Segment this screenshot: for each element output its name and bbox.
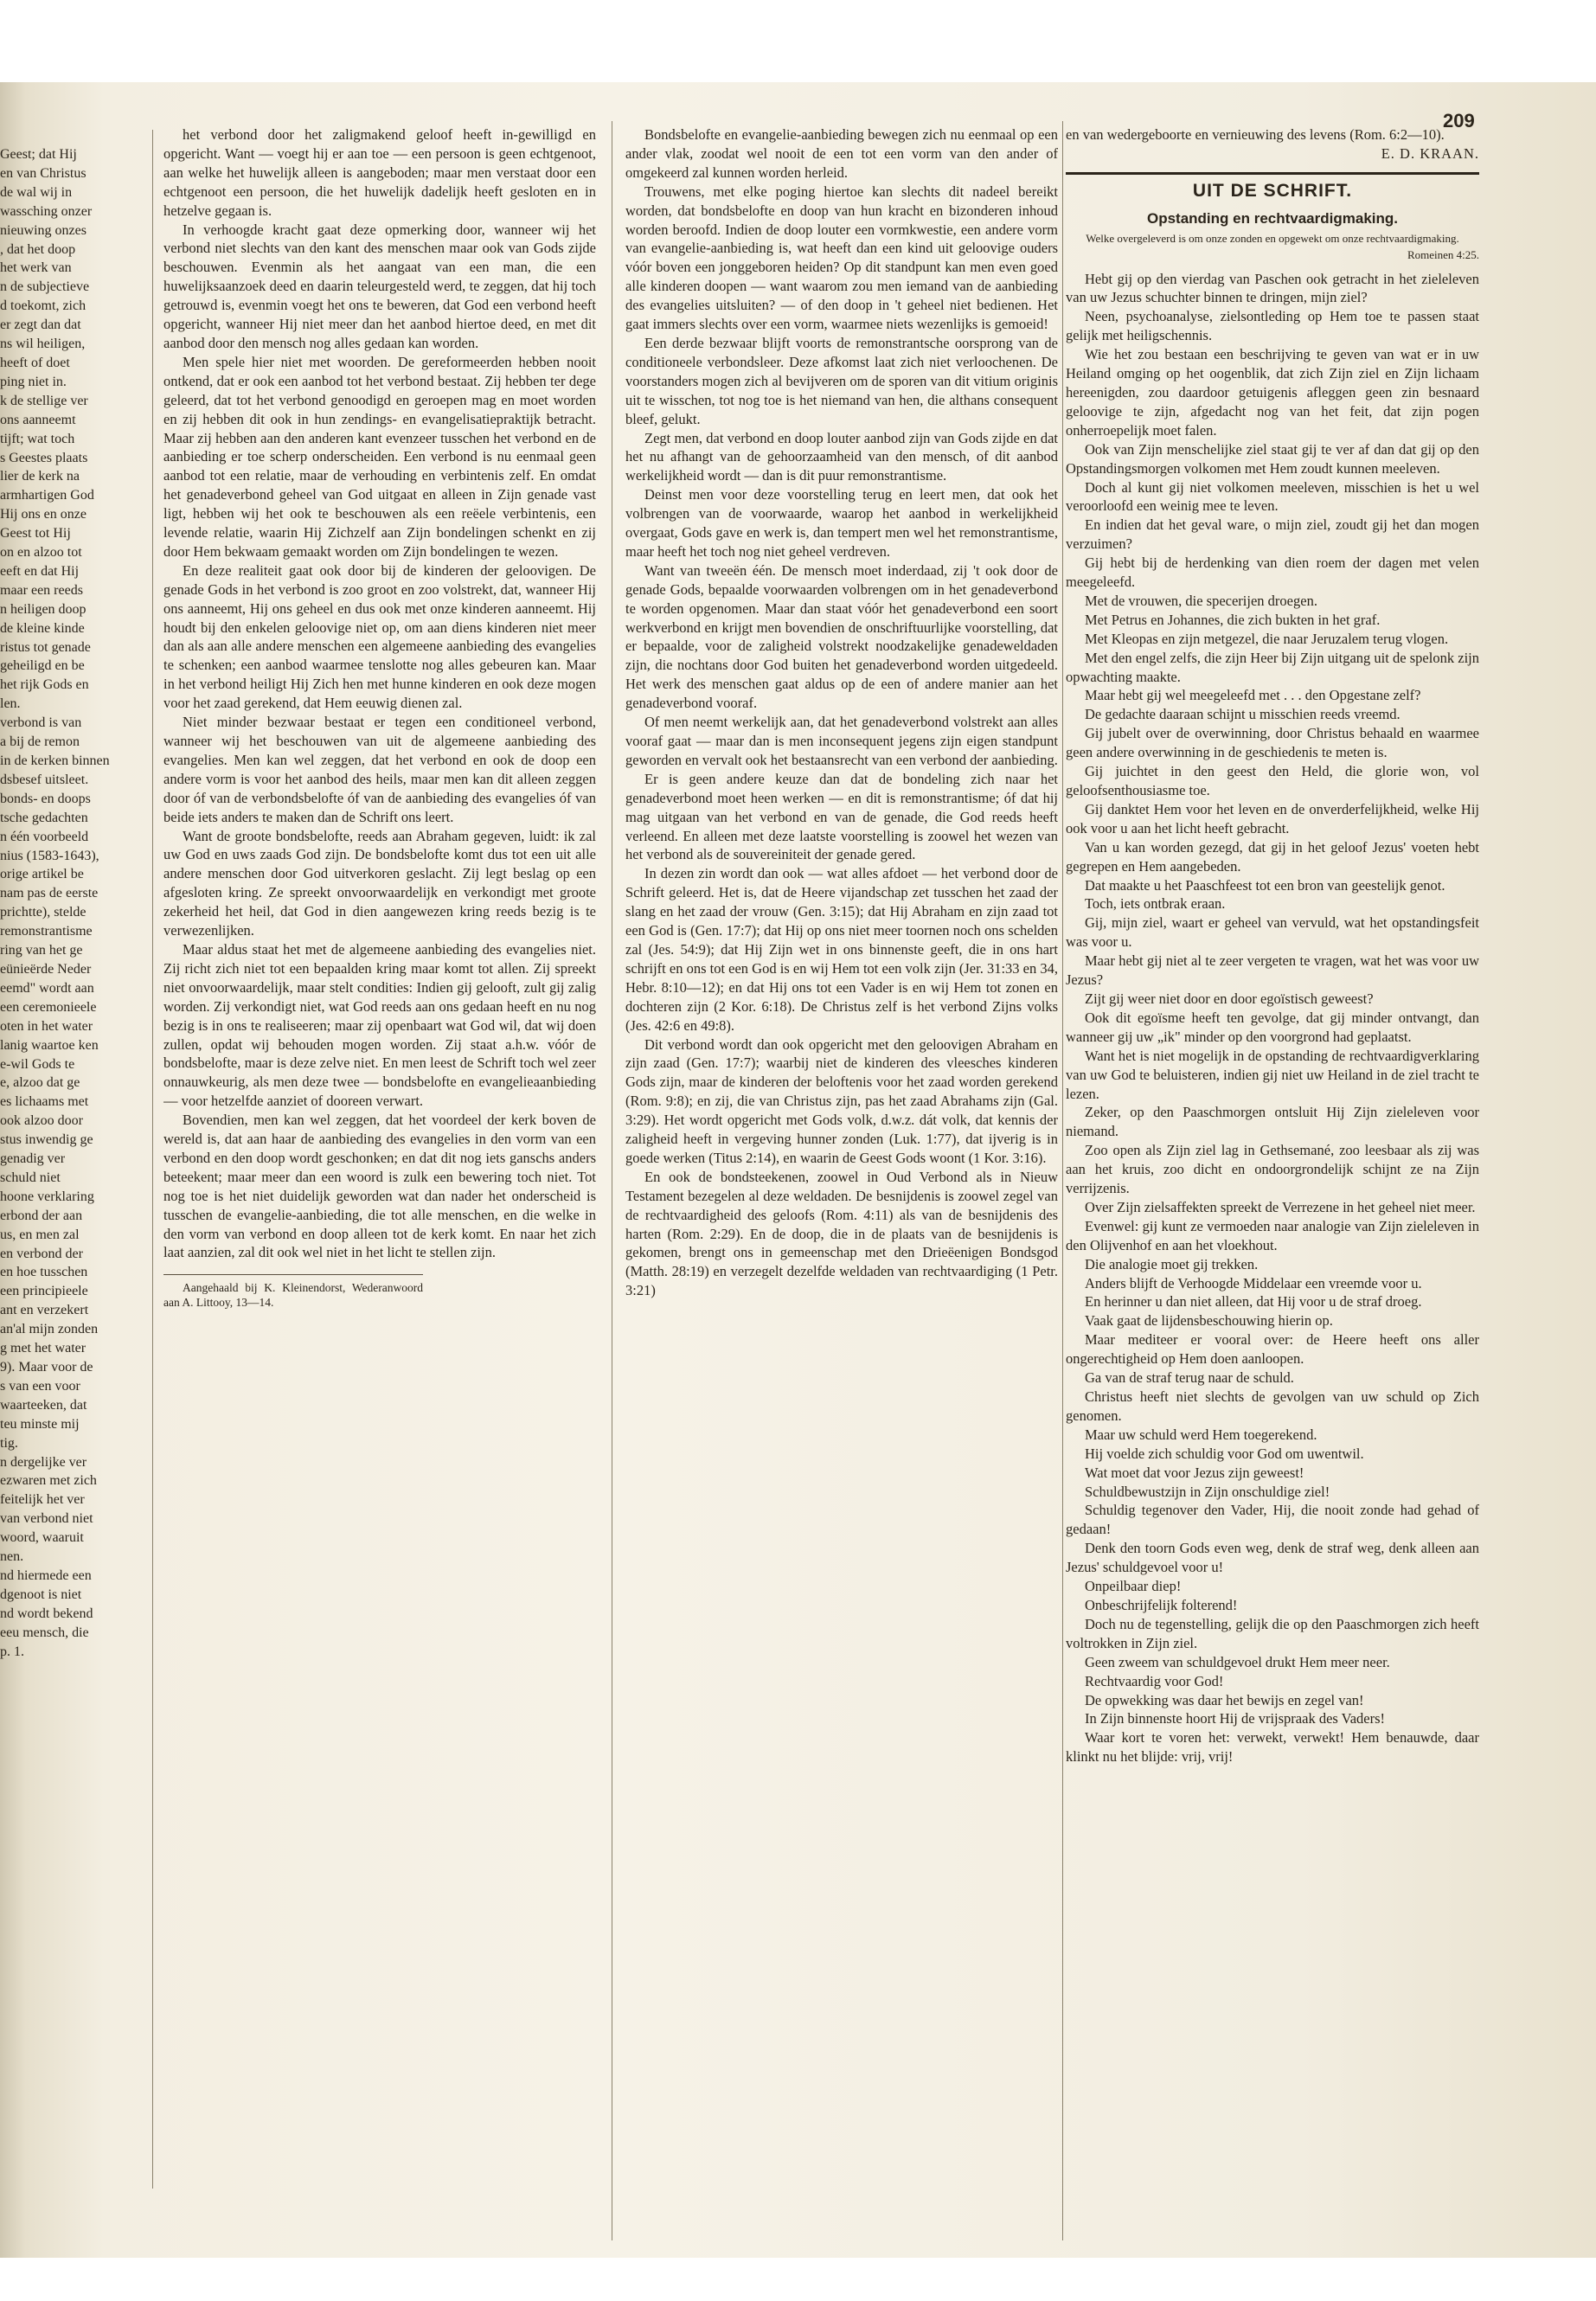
paragraph: Want van tweeën één. De mensch moet inderdaad, zij 't ook door de genade Gods, bepaalde voorwaarden volbrengen om in het genadeverbond te worden opgenomen. Maar dan staat vóór het genadeverbond een soort werkverbond en krijgt men bovendien de onschriftuurlijke voorstelling, dat er bepaalde, voor de zaligheid volstrekt noodzakelijke genadeweldaden zijn, die nochtans door God buiten het genadeverbond worden uitgedeeld. Het werk des menschen gaat aldus op de een of andere manier aan het genadeverbond vooraf. [625,561,1058,712]
paragraph: Wie het zou bestaan een beschrijving te geven van wat er in uw Heiland omging op het oogenblik, dat zich Zijn ziel en Zijn lichaam hereenigden, zou daardoor getuigenis afleggen geen zin besnaard geloovige te zijn, afgedacht nog van het feit, dat zijn pogen onherroepelijk moet falen. [1066,346,1479,439]
paragraph: Gij juichtet in den geest den Held, die glorie won, vol geloofsenthousiasme toe. [1066,763,1479,798]
fragment-line: armhartigen God [0,488,94,503]
fragment-line: de kleine kinde [0,620,85,636]
paragraph: Waar kort te voren het: verwekt, verwekt! Hem benauwde, daar klinkt nu het blijde: vrij, vrij! [1066,1729,1479,1766]
fragment-line: s van een voor [0,1378,80,1394]
fragment-line: geheiligd en be [0,658,85,674]
fragment-line: er zegt dan dat [0,317,81,333]
paragraph: Met de vrouwen, die specerijen droegen. [1085,592,1317,609]
paragraph: Maar hebt gij niet al te zeer vergeten te vragen, wat het was voor uw Jezus? [1066,952,1479,989]
fragment-line: verbond is van [0,715,82,731]
paragraph: Bovendien, men kan wel zeggen, dat het voordeel der kerk boven de wereld is, dat aan haar de aanbieding des evangelies in den vorm van een verbond en den doop wordt geschonken; en dat dit nog iets ganschs anders beteekent; maar meer dan een woord is zulk een bewering toch niet. Tot nog toe is het niet duidelijk geworden wat dan nader het onderscheid is tusschen de evangelie-aanbieding, die tot alle menschen, en die welke in den vorm van verbond en doop alleen tot de kerk komt. En naar het zich laat aanzien, zal dit ook wel niet in het licht te stellen zijn. [163,1112,596,1261]
fragment-line: ping niet in. [0,374,67,389]
paragraph: en van wedergeboorte en vernieuwing des levens (Rom. 6:2—10). [1066,126,1445,143]
paragraph: Hij voelde zich schuldig voor God om uwentwil. [1085,1445,1364,1462]
paragraph: Christus heeft niet slechts de gevolgen van uw schuld op Zich genomen. [1066,1388,1479,1424]
paragraph: Met den engel zelfs, die zijn Heer bij Zijn uitgang uit de spelonk zijn opwachting maakte. [1066,649,1479,685]
paragraph: En deze realiteit gaat ook door bij de kinderen der geloovigen. De genade Gods in het verbond is zoo groot en zoo volstrekt, dat, wanneer Hij ons aanneemt, Hij ons geheel en dus ook met onze kinderen aanneemt. Hij houdt bij den enkelen geloovige niet op, om aan diens kinderen niet meer dan als aan alle andere menschen een algemeene aanbieding des evangelies te schenken; een aanbod waarmee tenslotte nog alles gebeuren kan. Maar in het verbond heiligt Hij Zich hen met hunne kinderen en ook deze mogen voor het zaad gerekend, dat Hem eeuwig dienen zal. [163,561,596,712]
paragraph: Ook dit egoïsme heeft ten gevolge, dat gij minder ontvangt, dan wanneer gij uw „ik" minder op den voorgrond had geplaatst. [1066,1009,1479,1045]
fragment-line: ristus tot genade [0,639,91,655]
paragraph: Onbeschrijfelijk folterend! [1085,1596,1238,1613]
paragraph: Er is geen andere keuze dan dat de bondeling zich naar het genadeverbond moet heen werken — en dit is remonstrantisme; óf dat hij mag uitgaan van het verbond en van de genade, die God reeds heeft verleend. En alleen met deze laatste voorstelling is zoowel het wezen van het verbond als de souvereiniteit der genade gered. [625,770,1058,863]
fragment-line: an'al mijn zonden [0,1322,99,1337]
paragraph: Zeker, op den Paaschmorgen ontsluit Hij Zijn zieleleven voor niemand. [1066,1104,1479,1140]
column-divider [152,130,153,2189]
fragment-line: k de stellige ver [0,393,88,408]
fragment-line: tijft; wat toch [0,431,75,446]
paragraph: Gij, mijn ziel, waart er geheel van vervuld, wat het opstandingsfeit was voor u. [1066,914,1479,951]
fragment-line: nieuwing onzes [0,222,87,238]
fragment-line: Geest tot Hij [0,526,71,542]
paragraph: Evenwel: gij kunt ze vermoeden naar analogie van Zijn zieleleven in den Olijvenhof en aan het vloekhout. [1066,1217,1479,1253]
paragraph: Want het is niet mogelijk in de opstanding de rechtvaardigverklaring van uw God te beluisteren, indien gij niet uw Heiland in de ziel tracht te lezen. [1066,1047,1479,1102]
fragment-line: maar een reeds [0,582,83,598]
fragment-line: e, alzoo dat ge [0,1075,80,1091]
fragment-line: bonds- en doops [0,791,91,806]
fragment-line: tsche gedachten [0,810,88,825]
paragraph: Zoo open als Zijn ziel lag in Gethsemané, zoo leesbaar als zij was aan het kruis, zoo dicht en ondoorgrondelijk schijnt ze na Zijn verrijzenis. [1066,1142,1479,1197]
article-title: Opstanding en rechtvaardigmaking. [1146,209,1398,227]
paragraph: Schuldig tegenover den Vader, Hij, die nooit zonde had gehad of gedaan! [1066,1502,1479,1538]
paragraph: Doch al kunt gij niet volkomen meeleven, misschien is het u wel veroorloofd een weinig mee te leven. [1066,478,1479,515]
fragment-line: n de subjectieve [0,279,90,295]
paragraph: In verhoogde kracht gaat deze opmerking door, wanneer wij het verbond niet slechts van den kant des menschen maar ook van Gods zijde beschouwen. Evenmin als het aangaat van een man, die een huwelijksaanzoek deed en daarin teleurgesteld werd, te zeggen, dat hij toch getrouwd is, evenmin voegt het ons te beweren, dat God een verbond heeft opgericht, wanneer Hij niet meer dan het aanbod hiertoe deed, en met dit aanbod door den mensch nog alles gedaan kan worden. [163,221,596,351]
fragment-line: nam pas de eerste [0,886,99,901]
paragraph: Hebt gij op den vierdag van Paschen ook getracht in het zieleleven van uw Jezus schuchter binnen te dringen, mijn ziel? [1066,270,1479,306]
paragraph: Neen, psychoanalyse, zielsontleding op Hem toe te passen staat gelijk met heiligschennis. [1066,308,1479,344]
fragment-line: eünieërde Neder [0,961,92,977]
footnote [163,1274,423,1310]
fragment-line: ant en verzekert [0,1303,89,1318]
fragment-line: len. [0,696,21,712]
section-rule [1066,172,1479,175]
fragment-line: eemd" wordt aan [0,980,94,996]
page-bottom-margin [0,2258,1596,2301]
paragraph: Met Petrus en Johannes, die zich bukten in het graf. [1085,611,1381,628]
fragment-line: d toekomt, zich [0,298,87,314]
paragraph: Ga van de straf terug naar de schuld. [1085,1369,1294,1387]
paragraph: Een derde bezwaar blijft voorts de remonstrantsche oorsprong van de conditioneele verbondsleer. Deze afkomst laat zich niet verloochenen. De voorstanders mogen zich al bevijveren om de sporen van dit vitium originis uit te wisschen, tot nog toe is het niemand van hen, die althans consequent bleef, gelukt. [625,334,1058,427]
fragment-line: een ceremonieele [0,999,97,1015]
fragment-line: en van Christus [0,165,87,181]
fragment-line: ezwaren met zich [0,1473,97,1489]
fragment-line: nd hiermede een [0,1567,92,1583]
fragment-line: nd wordt bekend [0,1606,93,1621]
fragment-line: eeft en dat Hij [0,563,80,579]
paragraph: Gij danktet Hem voor het leven en de onverderfelijkheid, welke Hij ook voor u aan het licht heeft gebracht. [1066,800,1479,836]
fragment-line: wassching onzer [0,203,93,219]
fragment-line: stus inwendig ge [0,1132,93,1148]
fragment-line: van verbond niet [0,1511,93,1527]
fragment-line: Hij ons en onze [0,507,87,522]
fragment-line: waarteeken, dat [0,1397,87,1413]
fragment-line: erbond der aan [0,1208,83,1223]
paragraph: Wat moet dat voor Jezus zijn geweest! [1085,1464,1304,1481]
paragraph: Dat maakte u het Paaschfeest tot een bron van geestelijk genot. [1085,876,1445,894]
fragment-line: ons aanneemt [0,412,76,427]
fragment-line: us, en men zal [0,1227,80,1242]
paragraph: Die analogie moet gij trekken. [1085,1255,1259,1272]
fragment-line: lanig waartoe ken [0,1037,99,1053]
paragraph: De gedachte daaraan schijnt u misschien reeds vreemd. [1085,706,1401,723]
fragment-line: en verbond der [0,1246,83,1261]
footnote-text: Aangehaald bij K. Kleinendorst, Wederanwoord aan A. Littooy, 13—14. [163,1281,423,1310]
paragraph: het verbond door het zaligmakend geloof heeft in-gewilligd en opgericht. Want — voegt hij er aan toe — een persoon is geen echtgenoot, aan welke het huwelijk alleen is aangeboden; maar men verstaat door een echtgenoot een persoon, die het huwelijk dadelijk heeft gesloten en in hetzelve gegaan is. [163,126,596,219]
fragment-line: ns wil heiligen, [0,336,86,352]
fragment-line: on en alzoo tot [0,545,82,561]
fragment-line: dgenoot is niet [0,1586,82,1602]
paragraph: Maar uw schuld werd Hem toegerekend. [1085,1426,1317,1443]
paragraph: Geen zweem van schuldgevoel drukt Hem meer neer. [1085,1653,1390,1670]
fragment-line: lier de kerk na [0,469,80,484]
scripture-motto: Welke overgeleverd is om onze zonden en opgewekt om onze rechtvaardigmaking. [1086,231,1459,245]
fragment-line: es lichaams met [0,1094,89,1110]
fragment-line: de wal wij in [0,184,73,200]
fragment-line: dsbesef uitsleet. [0,772,89,787]
paragraph: Doch nu de tegenstelling, gelijk die op den Paaschmorgen zich heeft voltrokken in Zijn ziel. [1066,1615,1479,1651]
paragraph: Gij jubelt over de overwinning, door Christus behaald en waarmee geen andere overwinning in de geschiedenis te meten is. [1066,725,1479,761]
fragment-line: hoone verklaring [0,1189,94,1204]
paragraph: Niet minder bezwaar bestaat er tegen een conditioneel verbond, wanneer wij het beschouwen van uit de algemeene aanbieding des evangelies. Men kan wel zeggen, dat het verbond en ook de doop een andere vorm is voor het aanbod des heils, maar men kan dit alleen zeggen door óf van de verbondsbelofte óf van de aanbieding des evangelies óf van beide iets anders te maken dan de Schrift ons leert. [163,714,596,825]
fragment-line: genadig ver [0,1151,66,1167]
paragraph: Rechtvaardig voor God! [1085,1672,1224,1689]
paragraph: Toch, iets ontbrak eraan. [1085,895,1226,913]
paragraph: Maar mediteer er vooral over: de Heere heeft ons aller ongerechtigheid op Hem doen aanloopen. [1066,1331,1479,1368]
right-column [1066,125,1479,2240]
paragraph: En ook de bondsteekenen, zoowel in Oud Verbond als in Nieuw Testament bezegelen al deze weldaden. De besnijdenis is zoowel zegel van de rechtvaardigheid des geloofs (Rom. 4:11) als van de besnijdenis des harten (Rom. 2:29). En de doop, die in de plaats van de besnijdenis is gekomen, brengt ons in gemeenschap met den Drieëenigen Bondsgod (Matth. 28:19) en verzegelt dezelfde weldaden van rechtvaardiging (1 Petr. 3:21) [625,1168,1058,1299]
paragraph: Gij hebt bij de herdenking van dien roem der dagen met velen meegeleefd. [1066,554,1479,591]
fragment-line: woord, waaruit [0,1530,84,1546]
paragraph: Van u kan worden gezegd, dat gij in het geloof Jezus' voeten hebt gegrepen en Hem aangebeden. [1066,838,1479,875]
paragraph: Maar hebt gij wel meegeleefd met . . . den Opgestane zelf? [1085,687,1421,704]
fragment-line: ring van het ge [0,943,83,958]
paragraph: Men spele hier niet met woorden. De gereformeerden hebben nooit ontkend, dat er ook een aanbod tot het verbond bestaat. Zij hebben ter dege geleerd, dat tot het verbond genoodigd en geroepen mag en moet worden en zij hebben dit ook in hun zendings- en evangelisatiepraktijk betracht. Maar zij hebben aan den anderen kant evenzeer tusschen het verbond en de aanbieding er toe scherp onderscheiden. Een verbond is nu eenmaal geen aanbod tot een relatie, maar de verhouding en verbintenis zelf. En omdat het genadeverbond geheel van God uitgaat en alleen in Zijn genade vast ligt, hebben wij het ook te beschouwen als een reëele verbintenis, een levende relatie, waarin Hij Zichzelf aan Zijn bondelingen schenkt en zij door Hem bekwaam gemaakt worden om Zijn bondelingen te wezen. [163,353,596,560]
fragment-line: remonstrantisme [0,924,93,939]
paragraph: Zegt men, dat verbond en doop louter aanbod zijn van Gods zijde en dat het nu afhangt van de gehoorzaamheid van den mensch, of dit aanbod werkelijkheid wordt — dan is dit puur remonstrantisme. [625,429,1058,484]
paragraph: Deinst men voor deze voorstelling terug en leert men, dat ook het volbrengen van de voorwaarde, waarop het aanbod in werkelijkheid overgaat, Gods gave en werk is, dan tempert men wel het remonstrantisme, maar heeft het toch nog niet geheel verdreven. [625,486,1058,560]
column-divider [1062,121,1063,2240]
fragment-line: s Geestes plaats [0,450,88,465]
fragment-line: orige artikel be [0,867,84,882]
paragraph: De opwekking was daar het bewijs en zegel van! [1085,1691,1364,1708]
paragraph: Denk den toorn Gods even weg, denk de straf weg, denk alleen aan Jezus' schuldgevoel voor u! [1066,1540,1479,1576]
fragment-line: nius (1583-1643), [0,848,99,863]
paragraph: En indien dat het geval ware, o mijn ziel, zoudt gij het dan mogen verzuimen? [1066,516,1479,553]
fragment-line: het rijk Gods en [0,677,89,693]
fragment-line: n heiligen doop [0,601,87,617]
scripture-reference: Romeinen 4:25. [1407,247,1479,261]
fragment-line: feitelijk het ver [0,1492,85,1508]
fragment-line: n dergelijke ver [0,1454,87,1470]
paragraph: Want de groote bondsbelofte, reeds aan Abraham gegeven, luidt: ik zal uw God en uws zaads God zijn. De bondsbelofte komt dus tot een uit alle andere menschen door God uitverkoren geslacht. Zij legt beslag op een afgesloten kring. Ze spreekt onvoorwaardelijk en verkondigt met groote zekerheid het heil, dat God in dien aangewezen kring reeds bezig is te verwezenlijken. [163,827,596,939]
paragraph: In Zijn binnenste hoort Hij de vrijspraak des Vaders! [1085,1710,1386,1727]
paragraph: Met Kleopas en zijn metgezel, die naar Jeruzalem terug vlogen. [1085,630,1449,647]
page-top-margin [0,0,1596,82]
paragraph: Zijt gij weer niet door en door egoïstisch geweest? [1085,990,1374,1007]
fragment-line: en hoe tusschen [0,1265,88,1280]
paragraph: En herinner u dan niet alleen, dat Hij voor u de straf droeg. [1085,1293,1422,1311]
fragment-line: nen. [0,1549,24,1565]
middle-left-column [163,125,596,2240]
paragraph: Vaak gaat de lijdensbeschouwing hierin op. [1085,1312,1333,1330]
paragraph: Of men neemt werkelijk aan, dat het genadeverbond volstrekt aan alles vooraf gaat — maar dan is men inconsequent jegens zijn eigen standpunt geworden en vervalt ook het bestaansrecht van een verbond der aanbieding. [625,714,1058,768]
paragraph: Bondsbelofte en evangelie-aanbieding bewegen zich nu eenmaal op een ander vlak, zoodat wel nooit de een tot een vorm van den ander of omgekeerd zal kunnen worden herleid. [625,126,1058,181]
fragment-line: eeu mensch, die [0,1625,89,1640]
paragraph: Trouwens, met elke poging hiertoe kan slechts dit nadeel bereikt worden, dat bondsbelofte en doop van hun kracht en bizonderen inhoud worden beroofd. Indien de doop louter een vormkwestie, een andere vorm van evangelie-aanbieding is, wat heeft dan een kind uit geloovige ouders vóór boven een jonggeboren heiden? Op dit standpunt kan men even goed alle kinderen doopen — want waarom zou men iemand van de aanbieding des evangelies uitsluiten? — of den doop in 't geheel niet bedienen. Het gaat immers slechts over een vorm, waarmee niets wezenlijks is gemoeid! [625,183,1058,333]
author-signature: E. D. KRAAN. [1381,144,1479,162]
fragment-line: een principieele [0,1284,88,1299]
paragraph: In dezen zin wordt dan ook — wat alles afdoet — het verbond door de Schrift geleerd. Het is, dat de Heere vijandschap zet tusschen het zaad der slang en het zaad der vrouw (Gen. 3:15); dat Hij Abraham en zijn zaad tot een God is (Gen. 17:7); dat Hij op ons niet meer toornen noch ons schelden zal (Jes. 54:9); dat Hij Zijn wet in ons binnenste geeft, die in ons hart schrijft en ons tot een God is en wij Hem tot een volk zijn (Jer. 31:33 en 34, Hebr. 8:10—12); en dat Hij ons tot een Vader is en wij Hem tot zonen en dochteren zijn (2 Kor. 6:18). De Christus zelf is het verbond Zijns volks (Jes. 42:6 en 49:8). [625,865,1058,1034]
fragment-line: oten in het water [0,1018,93,1034]
fragment-line: Geest; dat Hij [0,147,77,162]
fragment-line: het werk van [0,260,72,276]
fragment-line: prichtte), stelde [0,905,87,920]
page-number: 209 [1443,110,1475,131]
fragment-line: schuld niet [0,1170,61,1185]
paragraph: Schuldbewustzijn in Zijn onschuldige ziel! [1085,1483,1330,1500]
fragment-line: n één voorbeeld [0,829,89,844]
paragraph: Over Zijn zielsaffekten spreekt de Verrezene in het geheel niet meer. [1085,1198,1476,1215]
article-body [1066,270,1479,1767]
fragment-line: in de kerken binnen [0,753,110,768]
fragment-line: a bij de remon [0,734,80,750]
fragment-line: , dat het doop [0,241,76,257]
section-title: UIT DE SCHRIFT. [1192,180,1353,201]
left-cropped-column [0,145,138,2256]
paragraph: Ook van Zijn menschelijke ziel staat gij te ver af dan dat gij op den Opstandingsmorgen volkomen met Hem zoudt kunnen meeleven. [1066,440,1479,477]
fragment-line: heeft of doet [0,355,70,370]
middle-right-column [625,125,1058,2240]
fragment-line: e-wil Gods te [0,1056,75,1072]
fragment-line: tig. [0,1435,18,1451]
paragraph: Anders blijft de Verhoogde Middelaar een vreemde voor u. [1085,1274,1422,1292]
fragment-line: 9). Maar voor de [0,1360,93,1375]
fragment-line: g met het water [0,1341,87,1356]
paragraph: Dit verbond wordt dan ook opgericht met den geloovigen Abraham en zijn zaad (Gen. 17:7); waarbij niet de kinderen des vleesches kinderen Gods zijn, maar de kinderen der beloftenis voor het zaad worden gerekend (Rom. 9:8); en zij, die van Christus zijn, pas het zaad Abrahams zijn (Gal. 3:29). Het wordt opgericht met Gods volk, d.w.z. dát volk, dat kennis der zaligheid heeft in vergeving hunner zonden (Luk. 1:77), dat ijverig is in goede werken (Titus 2:14), en waarin de Geest Gods woont (1 Kor. 3:16). [625,1035,1058,1166]
paragraph: Onpeilbaar diep! [1085,1578,1182,1595]
paragraph: Maar aldus staat het met de algemeene aanbieding des evangelies niet. Zij richt zich niet tot een bepaalden kring maar komt tot allen. Zij spreekt niet onvoorwaardelijk, maar stelt condities: Indien gij gelooft, zult gij zalig worden. Zij verkondigt niet, wat God reeds aan ons gedaan heeft en nu nog bezig is in ons te realiseeren; maar zij openbaart wat God wil, dat wij doen zullen, opdat wij behouden mogen worden. Zij staat a.h.w. vóór de bondsbelofte, maar is deze zelve niet. En men leest de Schrift toch wel zeer onnauwkeurig, als men deze twee — bondsbelofte en evangelieaanbieding — voor hetzelfde aanziet of dooreen verwart. [163,940,596,1110]
fragment-line: ook alzoo door [0,1113,83,1129]
fragment-line: p. 1. [0,1644,24,1659]
fragment-line: teu minste mij [0,1416,80,1432]
